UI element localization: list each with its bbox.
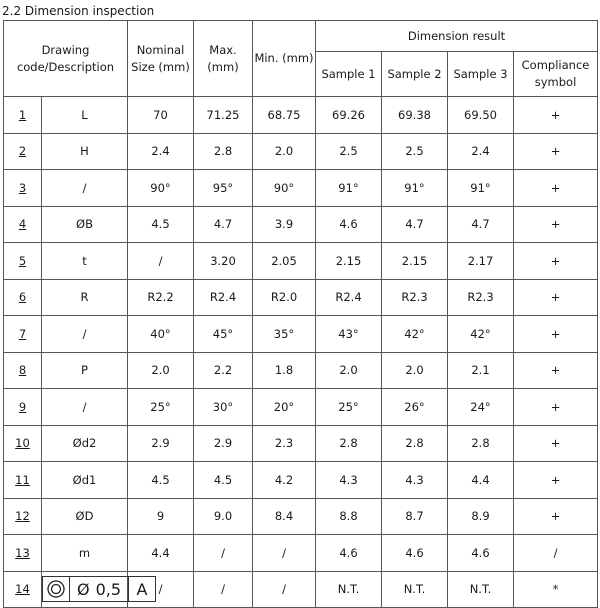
description-cell: ØD [42, 498, 128, 535]
nominal-cell: 4.5 [128, 206, 194, 243]
compliance-cell: + [514, 279, 598, 316]
compliance-cell: / [514, 535, 598, 572]
sample2-cell: 69.38 [382, 97, 448, 134]
header-nominal: Nominal Size (mm) [128, 21, 194, 97]
nominal-cell: / [128, 243, 194, 280]
nominal-cell: / [128, 571, 194, 608]
max-cell: R2.4 [194, 279, 253, 316]
row-number: 6 [4, 279, 42, 316]
sample2-cell: 91° [382, 170, 448, 207]
nominal-cell: 40° [128, 316, 194, 353]
min-cell: 90° [253, 170, 316, 207]
sample2-cell: 8.7 [382, 498, 448, 535]
sample3-cell: 4.4 [448, 462, 514, 499]
table-row [4, 352, 598, 389]
table-row [4, 97, 598, 134]
row-number: 11 [4, 462, 42, 499]
description-cell: R [42, 279, 128, 316]
compliance-cell: + [514, 425, 598, 462]
max-cell: 3.20 [194, 243, 253, 280]
nominal-cell: 4.5 [128, 462, 194, 499]
table-row [4, 462, 598, 499]
table-row [4, 389, 598, 426]
row-number: 9 [4, 389, 42, 426]
compliance-cell: + [514, 97, 598, 134]
row-number: 12 [4, 498, 42, 535]
nominal-cell: 2.9 [128, 425, 194, 462]
compliance-cell: + [514, 243, 598, 280]
min-cell: / [253, 571, 316, 608]
description-cell: / [42, 389, 128, 426]
description-cell: m [42, 535, 128, 572]
max-cell: 95° [194, 170, 253, 207]
nominal-cell: 25° [128, 389, 194, 426]
row-number: 10 [4, 425, 42, 462]
sample1-cell: 91° [316, 170, 382, 207]
sample3-cell: 2.17 [448, 243, 514, 280]
sample3-cell: 2.8 [448, 425, 514, 462]
sample1-cell: 2.15 [316, 243, 382, 280]
sample2-cell: N.T. [382, 571, 448, 608]
description-cell: H [42, 133, 128, 170]
tolerance-number: 0,5 [95, 579, 122, 599]
min-cell: R2.0 [253, 279, 316, 316]
sample3-cell: R2.3 [448, 279, 514, 316]
nominal-cell: 2.0 [128, 352, 194, 389]
max-cell: 2.9 [194, 425, 253, 462]
sample3-cell: 8.9 [448, 498, 514, 535]
min-cell: 68.75 [253, 97, 316, 134]
nominal-cell: 9 [128, 498, 194, 535]
max-cell: 2.8 [194, 133, 253, 170]
max-cell: 9.0 [194, 498, 253, 535]
table-row [4, 535, 598, 572]
dimension-table [3, 20, 598, 608]
sample2-cell: 26° [382, 389, 448, 426]
sample1-cell: 43° [316, 316, 382, 353]
min-cell: 20° [253, 389, 316, 426]
row-number: 13 [4, 535, 42, 572]
max-cell: 4.5 [194, 462, 253, 499]
tolerance-value [69, 577, 128, 601]
compliance-cell: + [514, 389, 598, 426]
sample3-cell: 69.50 [448, 97, 514, 134]
table-row [4, 498, 598, 535]
sample3-cell: 2.4 [448, 133, 514, 170]
table-row [4, 571, 598, 608]
datum-reference: A [128, 577, 155, 601]
row-number: 2 [4, 133, 42, 170]
section-title: 2.2 Dimension inspection [2, 4, 155, 18]
sample2-cell: 4.7 [382, 206, 448, 243]
description-cell: ØB [42, 206, 128, 243]
sample1-cell: 2.0 [316, 352, 382, 389]
description-cell: / [42, 316, 128, 353]
compliance-cell: + [514, 498, 598, 535]
sample3-cell: 91° [448, 170, 514, 207]
sample1-cell: 4.6 [316, 535, 382, 572]
compliance-cell: + [514, 206, 598, 243]
sample2-cell: 2.5 [382, 133, 448, 170]
diameter-symbol: Ø [76, 579, 90, 599]
compliance-cell: + [514, 133, 598, 170]
sample3-cell: 2.1 [448, 352, 514, 389]
concentricity-icon [43, 577, 69, 601]
sample1-cell: 2.5 [316, 133, 382, 170]
sample3-cell: N.T. [448, 571, 514, 608]
max-cell: 4.7 [194, 206, 253, 243]
header-min: Min. (mm) [253, 21, 316, 97]
table-row [4, 279, 598, 316]
description-cell: L [42, 97, 128, 134]
max-cell: / [194, 571, 253, 608]
sample1-cell: R2.4 [316, 279, 382, 316]
feature-control-frame [42, 571, 148, 608]
nominal-cell: 90° [128, 170, 194, 207]
description-cell: P [42, 352, 128, 389]
row-number: 1 [4, 97, 42, 134]
table-row [4, 133, 598, 170]
description-cell: Ød2 [42, 425, 128, 462]
compliance-cell: + [514, 170, 598, 207]
header-compliance: Compliance symbol [514, 52, 598, 97]
nominal-cell: 70 [128, 97, 194, 134]
nominal-cell: 4.4 [128, 535, 194, 572]
sample1-cell: 2.8 [316, 425, 382, 462]
sample2-cell: 4.6 [382, 535, 448, 572]
max-cell: 71.25 [194, 97, 253, 134]
row-number: 4 [4, 206, 42, 243]
sample1-cell: 4.3 [316, 462, 382, 499]
sample2-cell: R2.3 [382, 279, 448, 316]
row-number: 8 [4, 352, 42, 389]
min-cell: 4.2 [253, 462, 316, 499]
sample2-cell: 2.0 [382, 352, 448, 389]
compliance-cell: + [514, 462, 598, 499]
max-cell: 2.2 [194, 352, 253, 389]
sample1-cell: N.T. [316, 571, 382, 608]
nominal-cell: 2.4 [128, 133, 194, 170]
header-sample-2: Sample 2 [382, 52, 448, 97]
sample2-cell: 2.15 [382, 243, 448, 280]
min-cell: 2.0 [253, 133, 316, 170]
min-cell: 35° [253, 316, 316, 353]
header-dimension-result: Dimension result [316, 21, 598, 52]
sample1-cell: 8.8 [316, 498, 382, 535]
row-number: 14 [4, 571, 42, 608]
nominal-cell: R2.2 [128, 279, 194, 316]
row-number: 7 [4, 316, 42, 353]
row-number: 3 [4, 170, 42, 207]
min-cell: / [253, 535, 316, 572]
sample1-cell: 4.6 [316, 206, 382, 243]
min-cell: 2.05 [253, 243, 316, 280]
sample2-cell: 2.8 [382, 425, 448, 462]
max-cell: 30° [194, 389, 253, 426]
compliance-cell: * [514, 571, 598, 608]
max-cell: 45° [194, 316, 253, 353]
description-cell: t [42, 243, 128, 280]
sample3-cell: 4.6 [448, 535, 514, 572]
header-sample-1: Sample 1 [316, 52, 382, 97]
max-cell: / [194, 535, 253, 572]
description-cell: / [42, 170, 128, 207]
row-number: 5 [4, 243, 42, 280]
min-cell: 3.9 [253, 206, 316, 243]
sample1-cell: 69.26 [316, 97, 382, 134]
header-drawing-code: Drawing code/Description [4, 21, 128, 97]
description-cell: Ød1 [42, 462, 128, 499]
compliance-cell: + [514, 316, 598, 353]
min-cell: 1.8 [253, 352, 316, 389]
sample1-cell: 25° [316, 389, 382, 426]
table-row [4, 206, 598, 243]
sample3-cell: 24° [448, 389, 514, 426]
min-cell: 2.3 [253, 425, 316, 462]
sample2-cell: 42° [382, 316, 448, 353]
table-row [4, 316, 598, 353]
header-sample-3: Sample 3 [448, 52, 514, 97]
sample3-cell: 42° [448, 316, 514, 353]
table-row [4, 170, 598, 207]
table-row [4, 425, 598, 462]
min-cell: 8.4 [253, 498, 316, 535]
sample3-cell: 4.7 [448, 206, 514, 243]
compliance-cell: + [514, 352, 598, 389]
header-max: Max. (mm) [194, 21, 253, 97]
table-row [4, 243, 598, 280]
sample2-cell: 4.3 [382, 462, 448, 499]
